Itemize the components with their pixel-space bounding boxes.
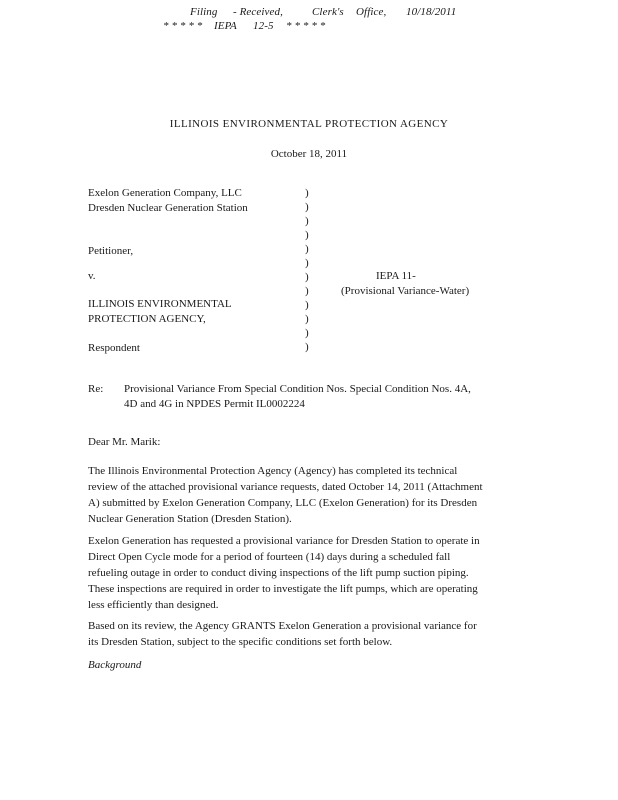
caption-paren: ) — [305, 215, 309, 227]
letter-date: October 18, 2011 — [270, 148, 348, 160]
body-paragraph — [88, 533, 528, 613]
paragraph-line: less efficiently than designed. — [88, 599, 219, 611]
re-label: Re: — [88, 383, 104, 395]
stamp-stars-right: * * * * * — [286, 20, 326, 32]
paragraph-line: refueling outage in order to conduct diving inspections of the lift pump suction piping. — [88, 567, 469, 579]
paragraph-line: A) submitted by Exelon Generation Company, LLC (Exelon Generation) for its Dresden — [88, 497, 478, 509]
caption-paren: ) — [305, 201, 309, 213]
stamp-office: Office, — [356, 6, 387, 18]
respondent-name-1: ILLINOIS ENVIRONMENTAL — [88, 298, 232, 310]
paragraph-line: review of the attached provisional variance requests, dated October 14, 2011 (Attachment — [88, 481, 483, 493]
caption-paren: ) — [305, 341, 309, 353]
filing-stamp-line2 — [0, 20, 618, 34]
case-type: (Provisional Variance-Water) — [341, 285, 470, 297]
stamp-stars-left: * * * * * — [163, 20, 203, 32]
stamp-received: - Received, — [233, 6, 283, 18]
stamp-number: 12-5 — [253, 20, 274, 32]
stamp-clerks: Clerk's — [312, 6, 344, 18]
petitioner-label: Petitioner, — [88, 245, 134, 257]
caption-paren: ) — [305, 243, 309, 255]
case-number: IEPA 11- — [376, 270, 416, 282]
re-line-1: Provisional Variance From Special Condition Nos. Special Condition Nos. 4A, — [124, 383, 471, 395]
stamp-iepa: IEPA — [214, 20, 237, 32]
paragraph-line: Based on its review, the Agency GRANTS Exelon Generation a provisional variance for — [88, 620, 477, 632]
respondent-label: Respondent — [88, 342, 140, 354]
caption-paren: ) — [305, 285, 309, 297]
paragraph-line: Direct Open Cycle mode for a period of fourteen (14) days during a scheduled fall — [88, 551, 451, 563]
filing-stamp — [0, 6, 618, 20]
paragraph-line: its Dresden Station, subject to the specific conditions set forth below. — [88, 636, 393, 648]
versus: v. — [88, 270, 96, 282]
paragraph-line: Nuclear Generation Station (Dresden Station). — [88, 513, 292, 525]
salutation: Dear Mr. Marik: — [88, 436, 161, 448]
paragraph-line: Exelon Generation has requested a provisional variance for Dresden Station to operate in — [88, 535, 480, 547]
respondent-name-2: PROTECTION AGENCY, — [88, 313, 206, 325]
stamp-filing: Filing — [190, 6, 218, 18]
caption-paren: ) — [305, 313, 309, 325]
body-paragraph — [88, 618, 528, 650]
stamp-date: 10/18/2011 — [406, 6, 457, 18]
body-paragraph — [88, 463, 528, 527]
caption-paren: ) — [305, 229, 309, 241]
section-heading: Background — [88, 659, 142, 671]
paragraph-line: These inspections are required in order to investigate the lift pumps, which are operating — [88, 583, 478, 595]
caption-paren: ) — [305, 271, 309, 283]
re-line-2: 4D and 4G in NPDES Permit IL0002224 — [124, 398, 305, 410]
caption-paren: ) — [305, 327, 309, 339]
caption-paren: ) — [305, 257, 309, 269]
petitioner-name-2: Dresden Nuclear Generation Station — [88, 202, 248, 214]
caption-paren: ) — [305, 299, 309, 311]
petitioner-name-1: Exelon Generation Company, LLC — [88, 187, 242, 199]
caption-paren: ) — [305, 187, 309, 199]
agency-title: ILLINOIS ENVIRONMENTAL PROTECTION AGENCY — [169, 118, 449, 130]
paragraph-line: The Illinois Environmental Protection Agency (Agency) has completed its technical — [88, 465, 458, 477]
